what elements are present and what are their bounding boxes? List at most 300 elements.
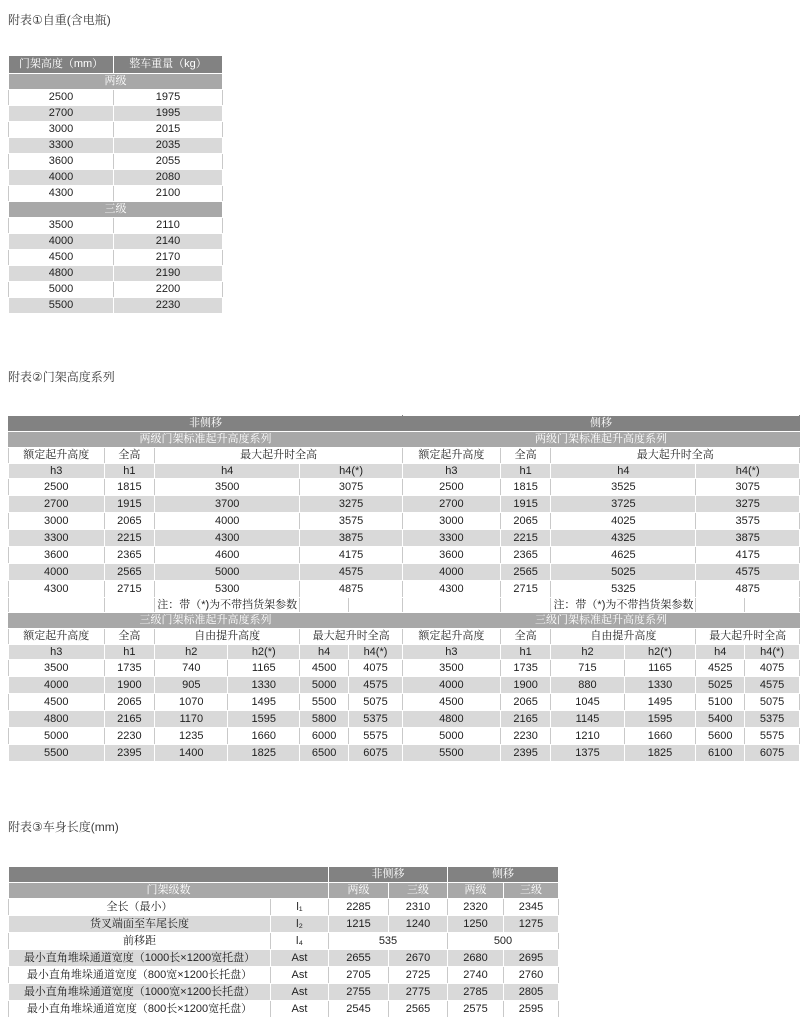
- table-cell: 4575: [300, 564, 403, 581]
- header-row: [9, 883, 559, 899]
- column-header: h4: [696, 645, 745, 660]
- table-cell: 2725: [389, 967, 448, 984]
- table-cell: 5300: [155, 581, 300, 598]
- column-header: 额定起升高度: [9, 629, 105, 645]
- data-row: [9, 660, 800, 677]
- table-cell: 4500: [402, 694, 500, 711]
- table-cell: 6075: [745, 745, 800, 762]
- symbol-cell: Ast: [271, 967, 329, 984]
- row-label: 前移距: [9, 933, 271, 950]
- table-cell: 2655: [329, 950, 389, 967]
- column-header: h4(*): [696, 464, 800, 479]
- band-row: [9, 432, 800, 448]
- table-cell: 4075: [745, 660, 800, 677]
- table-cell: 1400: [155, 745, 228, 762]
- table-cell: 5025: [551, 564, 696, 581]
- table-cell: 6075: [349, 745, 403, 762]
- table-cell: 4025: [551, 513, 696, 530]
- table-cell: 5375: [745, 711, 800, 728]
- column-header: 整车重量（kg）: [114, 56, 223, 74]
- table-cell: 880: [551, 677, 624, 694]
- table-cell: 535: [329, 933, 448, 950]
- table-cell: 3075: [696, 479, 800, 496]
- section-band: 侧移: [448, 867, 559, 883]
- table-cell: 2785: [448, 984, 504, 1001]
- column-header: h4: [300, 645, 349, 660]
- column-header: h4: [155, 464, 300, 479]
- table-cell: 6000: [300, 728, 349, 745]
- table-cell: 1250: [448, 916, 504, 933]
- data-row: [9, 138, 223, 154]
- table-cell: 1815: [104, 479, 155, 496]
- column-header: 最大起升时全高: [551, 448, 800, 464]
- table-cell: 3275: [300, 496, 403, 513]
- table-cell: 1735: [104, 660, 155, 677]
- column-header: 额定起升高度: [402, 629, 500, 645]
- data-row: [9, 711, 800, 728]
- table-cell: 5000: [9, 282, 114, 298]
- table-cell: 4175: [300, 547, 403, 564]
- table-cell: 2100: [114, 186, 223, 202]
- table-cell: 1170: [155, 711, 228, 728]
- table-cell: 1995: [114, 106, 223, 122]
- table-cell: 3600: [9, 547, 105, 564]
- table-cell: 1165: [228, 660, 300, 677]
- table-cell: 715: [551, 660, 624, 677]
- table-cell: 1825: [624, 745, 696, 762]
- table-cell: 5575: [349, 728, 403, 745]
- table-cell: 1595: [228, 711, 300, 728]
- data-row: [9, 984, 559, 1001]
- row-label: 最小直角堆垛通道宽度（800宽×1200长托盘）: [9, 967, 271, 984]
- table-cell: 2365: [104, 547, 155, 564]
- table-cell: 3500: [402, 660, 500, 677]
- table-cell: 1900: [104, 677, 155, 694]
- table-cell: 2310: [389, 899, 448, 916]
- data-row: [9, 186, 223, 202]
- column-header: 门架高度（mm）: [9, 56, 114, 74]
- table-cell: [745, 598, 800, 613]
- column-header: 两级: [448, 883, 504, 899]
- table-cell: 740: [155, 660, 228, 677]
- table-cell: 4800: [9, 266, 114, 282]
- table-cell: 4000: [9, 677, 105, 694]
- table-cell: 3600: [9, 154, 114, 170]
- table-cell: 4500: [9, 694, 105, 711]
- row-label: 最小直角堆垛通道宽度（1000宽×1200长托盘）: [9, 984, 271, 1001]
- table-cell: 4875: [696, 581, 800, 598]
- table-cell: 3875: [300, 530, 403, 547]
- table-cell: [696, 598, 745, 613]
- table-cell: 1235: [155, 728, 228, 745]
- table-cell: 2565: [389, 1001, 448, 1018]
- table-cell: 4575: [745, 677, 800, 694]
- table-cell: 2230: [104, 728, 155, 745]
- table-cell: 1900: [500, 677, 551, 694]
- table-cell: 2035: [114, 138, 223, 154]
- table-cell: 3725: [551, 496, 696, 513]
- table-cell: 2395: [104, 745, 155, 762]
- table-cell: 5500: [9, 298, 114, 314]
- table-cell: 1915: [104, 496, 155, 513]
- table-cell: 3575: [300, 513, 403, 530]
- table-cell: 4800: [9, 711, 105, 728]
- table2-title: 附表②门架高度系列: [8, 370, 115, 384]
- table-cell: 4000: [9, 564, 105, 581]
- table-cell: 2080: [114, 170, 223, 186]
- table-cell: 2715: [500, 581, 551, 598]
- table-cell: 500: [448, 933, 559, 950]
- table-cell: 1045: [551, 694, 624, 711]
- data-row: [9, 581, 800, 598]
- row-label: 全长（最小）: [9, 899, 271, 916]
- data-row: [9, 933, 559, 950]
- row-label: 最小直角堆垛通道宽度（1000长×1200宽托盘）: [9, 950, 271, 967]
- column-header: h2: [155, 645, 228, 660]
- column-header: 最大起升时全高: [300, 629, 403, 645]
- table-cell: 4000: [402, 564, 500, 581]
- column-header: 自由提升高度: [155, 629, 300, 645]
- table-cell: 4525: [696, 660, 745, 677]
- table-cell: [349, 598, 403, 613]
- column-header: h2: [551, 645, 624, 660]
- data-row: [9, 106, 223, 122]
- table-cell: 2170: [114, 250, 223, 266]
- table-cell: 2165: [104, 711, 155, 728]
- table-cell: 1145: [551, 711, 624, 728]
- table-cell: 3000: [9, 122, 114, 138]
- table-cell: 2670: [389, 950, 448, 967]
- table-cell: 4175: [696, 547, 800, 564]
- table-cell: 2015: [114, 122, 223, 138]
- table-cell: 2140: [114, 234, 223, 250]
- table-cell: 3875: [696, 530, 800, 547]
- table-cell: 4300: [402, 581, 500, 598]
- symbol-cell: l₄: [271, 933, 329, 950]
- section-band: 非侧移: [329, 867, 448, 883]
- table-cell: 2595: [504, 1001, 559, 1018]
- table-cell: 1165: [624, 660, 696, 677]
- data-row: [9, 282, 223, 298]
- body-length-table: [8, 866, 559, 1018]
- table-cell: 2715: [104, 581, 155, 598]
- table3-title: 附表③车身长度(mm): [8, 820, 119, 834]
- table-cell: 4575: [696, 564, 800, 581]
- column-header: h4(*): [300, 464, 403, 479]
- table-cell: 5000: [9, 728, 105, 745]
- table-cell: 2740: [448, 967, 504, 984]
- column-header: h2(*): [624, 645, 696, 660]
- table-cell: 3500: [155, 479, 300, 496]
- table-cell: 3275: [696, 496, 800, 513]
- symbol-cell: l₁: [271, 899, 329, 916]
- table-cell: 2345: [504, 899, 559, 916]
- table-cell: 1070: [155, 694, 228, 711]
- table-cell: 2805: [504, 984, 559, 1001]
- table-cell: 2755: [329, 984, 389, 1001]
- table-cell: 2760: [504, 967, 559, 984]
- data-row: [9, 298, 223, 314]
- table-cell: 2500: [9, 479, 105, 496]
- column-header: h1: [104, 464, 155, 479]
- table-cell: 3575: [696, 513, 800, 530]
- table-cell: [104, 598, 155, 613]
- table1-title: 附表①自重(含电瓶): [8, 13, 111, 27]
- column-header: 最大起升时全高: [155, 448, 403, 464]
- table-cell: 2230: [114, 298, 223, 314]
- section-band: 侧移: [402, 416, 799, 432]
- table-cell: 1210: [551, 728, 624, 745]
- table-cell: 5025: [696, 677, 745, 694]
- table-cell: 4625: [551, 547, 696, 564]
- table-cell: 4575: [349, 677, 403, 694]
- table-cell: 2700: [9, 106, 114, 122]
- table-cell: 3500: [9, 660, 105, 677]
- table-cell: [300, 598, 349, 613]
- table-cell: 2200: [114, 282, 223, 298]
- row-label: 货叉端面至车尾长度: [9, 916, 271, 933]
- table-cell: 1495: [228, 694, 300, 711]
- column-header: 全高: [500, 448, 551, 464]
- table-cell: 4875: [300, 581, 403, 598]
- data-row: [9, 728, 800, 745]
- table-cell: 3300: [9, 138, 114, 154]
- table-cell: 3075: [300, 479, 403, 496]
- table-cell: 1815: [500, 479, 551, 496]
- data-row: [9, 266, 223, 282]
- band-row: [9, 74, 223, 90]
- table-cell: 5000: [402, 728, 500, 745]
- section-band: 非侧移: [9, 416, 403, 432]
- table-cell: 2165: [500, 711, 551, 728]
- table-cell: 4300: [9, 186, 114, 202]
- table-cell: 1215: [329, 916, 389, 933]
- table-cell: [402, 598, 500, 613]
- table-cell: 1375: [551, 745, 624, 762]
- table-cell: 5500: [402, 745, 500, 762]
- table-cell: 2230: [500, 728, 551, 745]
- table-cell: 5575: [745, 728, 800, 745]
- table-cell: 4500: [300, 660, 349, 677]
- table-cell: 2065: [104, 694, 155, 711]
- column-header: h3: [9, 645, 105, 660]
- column-header: 额定起升高度: [9, 448, 105, 464]
- section-band: 两级: [9, 74, 223, 90]
- symbol-cell: Ast: [271, 950, 329, 967]
- table-cell: 2680: [448, 950, 504, 967]
- table-cell: 5000: [155, 564, 300, 581]
- symbol-cell: Ast: [271, 984, 329, 1001]
- data-row: [9, 530, 800, 547]
- data-row: [9, 694, 800, 711]
- table-cell: [500, 598, 551, 613]
- table-cell: [9, 867, 329, 883]
- table-cell: 5500: [300, 694, 349, 711]
- section-band: 两级门架标准起升高度系列: [402, 432, 799, 448]
- data-row: [9, 218, 223, 234]
- data-row: [9, 1001, 559, 1018]
- column-header: h1: [500, 645, 551, 660]
- column-header: 全高: [500, 629, 551, 645]
- table-cell: 1595: [624, 711, 696, 728]
- table-cell: [9, 598, 105, 613]
- table-cell: 4300: [155, 530, 300, 547]
- table-cell: 2565: [500, 564, 551, 581]
- column-header: h1: [104, 645, 155, 660]
- table-cell: 5000: [300, 677, 349, 694]
- column-header: h4(*): [349, 645, 403, 660]
- column-header: 全高: [104, 448, 155, 464]
- data-row: [9, 564, 800, 581]
- table-cell: 4325: [551, 530, 696, 547]
- table-cell: 5600: [696, 728, 745, 745]
- table-cell: 2700: [402, 496, 500, 513]
- note-row: [9, 598, 800, 613]
- table-cell: 5400: [696, 711, 745, 728]
- section-band: 两级门架标准起升高度系列: [9, 432, 403, 448]
- data-row: [9, 154, 223, 170]
- symbol-cell: l₂: [271, 916, 329, 933]
- data-row: [9, 899, 559, 916]
- table-cell: 5500: [9, 745, 105, 762]
- section-band: 三级: [9, 202, 223, 218]
- table-cell: 2365: [500, 547, 551, 564]
- column-header: h3: [402, 645, 500, 660]
- column-header: h4(*): [745, 645, 800, 660]
- table-cell: 905: [155, 677, 228, 694]
- data-row: [9, 677, 800, 694]
- note-cell: 注：带（*)为不带挡货架参数: [551, 598, 696, 613]
- table-cell: 1495: [624, 694, 696, 711]
- table-cell: 4000: [9, 234, 114, 250]
- column-header: h3: [9, 464, 105, 479]
- table-cell: 4800: [402, 711, 500, 728]
- subheader-row: [9, 464, 800, 479]
- table-cell: 1240: [389, 916, 448, 933]
- table-cell: 2065: [500, 694, 551, 711]
- column-header: 全高: [104, 629, 155, 645]
- table-cell: 2565: [104, 564, 155, 581]
- data-row: [9, 479, 800, 496]
- table-cell: 5075: [349, 694, 403, 711]
- column-header: h1: [500, 464, 551, 479]
- table-cell: 2055: [114, 154, 223, 170]
- table-cell: 1330: [624, 677, 696, 694]
- table-cell: 5800: [300, 711, 349, 728]
- table-cell: 4000: [402, 677, 500, 694]
- column-header: 最大起升时全高: [696, 629, 800, 645]
- table-cell: 3300: [402, 530, 500, 547]
- column-header: 自由提升高度: [551, 629, 696, 645]
- table-cell: 2705: [329, 967, 389, 984]
- data-row: [9, 90, 223, 106]
- section-band: 三级门架标准起升高度系列: [402, 613, 799, 629]
- table-cell: 2215: [104, 530, 155, 547]
- table-cell: 2065: [500, 513, 551, 530]
- band-row: [9, 867, 559, 883]
- data-row: [9, 547, 800, 564]
- data-row: [9, 250, 223, 266]
- band-row: [9, 613, 800, 629]
- band-row: [9, 202, 223, 218]
- column-header: h2(*): [228, 645, 300, 660]
- table-cell: 6100: [696, 745, 745, 762]
- table-cell: 2575: [448, 1001, 504, 1018]
- table-cell: 3700: [155, 496, 300, 513]
- weight-table: [8, 55, 223, 314]
- table-cell: 4600: [155, 547, 300, 564]
- data-row: [9, 496, 800, 513]
- table-cell: 5375: [349, 711, 403, 728]
- table-cell: 4300: [9, 581, 105, 598]
- mast-height-table: [8, 415, 800, 762]
- table-cell: 1915: [500, 496, 551, 513]
- section-band: 三级门架标准起升高度系列: [9, 613, 403, 629]
- table-cell: 1660: [228, 728, 300, 745]
- data-row: [9, 122, 223, 138]
- data-row: [9, 967, 559, 984]
- table-cell: 2395: [500, 745, 551, 762]
- table-cell: 2110: [114, 218, 223, 234]
- table-cell: 2190: [114, 266, 223, 282]
- table-cell: 1330: [228, 677, 300, 694]
- table-cell: 3000: [9, 513, 105, 530]
- table-cell: 1660: [624, 728, 696, 745]
- header-row: [9, 56, 223, 74]
- table-cell: 2065: [104, 513, 155, 530]
- table-cell: 3300: [9, 530, 105, 547]
- table-cell: 2285: [329, 899, 389, 916]
- table-cell: 2500: [9, 90, 114, 106]
- table-cell: 5075: [745, 694, 800, 711]
- table-cell: 1975: [114, 90, 223, 106]
- data-row: [9, 513, 800, 530]
- table-cell: 3525: [551, 479, 696, 496]
- column-header: 三级: [389, 883, 448, 899]
- data-row: [9, 234, 223, 250]
- column-header: 门架级数: [9, 883, 329, 899]
- table-cell: 4000: [155, 513, 300, 530]
- table-cell: 2215: [500, 530, 551, 547]
- table-cell: 1735: [500, 660, 551, 677]
- data-row: [9, 950, 559, 967]
- row-label: 最小直角堆垛通道宽度（800长×1200宽托盘）: [9, 1001, 271, 1018]
- table-cell: 2775: [389, 984, 448, 1001]
- header-row: [9, 448, 800, 464]
- table-cell: 1275: [504, 916, 559, 933]
- table-cell: 2500: [402, 479, 500, 496]
- table-cell: 4500: [9, 250, 114, 266]
- column-header: 额定起升高度: [402, 448, 500, 464]
- header-row: [9, 629, 800, 645]
- table-cell: 2545: [329, 1001, 389, 1018]
- table-cell: 6500: [300, 745, 349, 762]
- symbol-cell: Ast: [271, 1001, 329, 1018]
- table-cell: 5100: [696, 694, 745, 711]
- table-cell: 1825: [228, 745, 300, 762]
- table-cell: 5325: [551, 581, 696, 598]
- table-cell: 3600: [402, 547, 500, 564]
- table-cell: 4075: [349, 660, 403, 677]
- column-header: 两级: [329, 883, 389, 899]
- note-cell: 注：带（*)为不带挡货架参数: [155, 598, 300, 613]
- subheader-row: [9, 645, 800, 660]
- table-cell: 2700: [9, 496, 105, 513]
- data-row: [9, 170, 223, 186]
- table-cell: 2320: [448, 899, 504, 916]
- data-row: [9, 745, 800, 762]
- table-cell: 4000: [9, 170, 114, 186]
